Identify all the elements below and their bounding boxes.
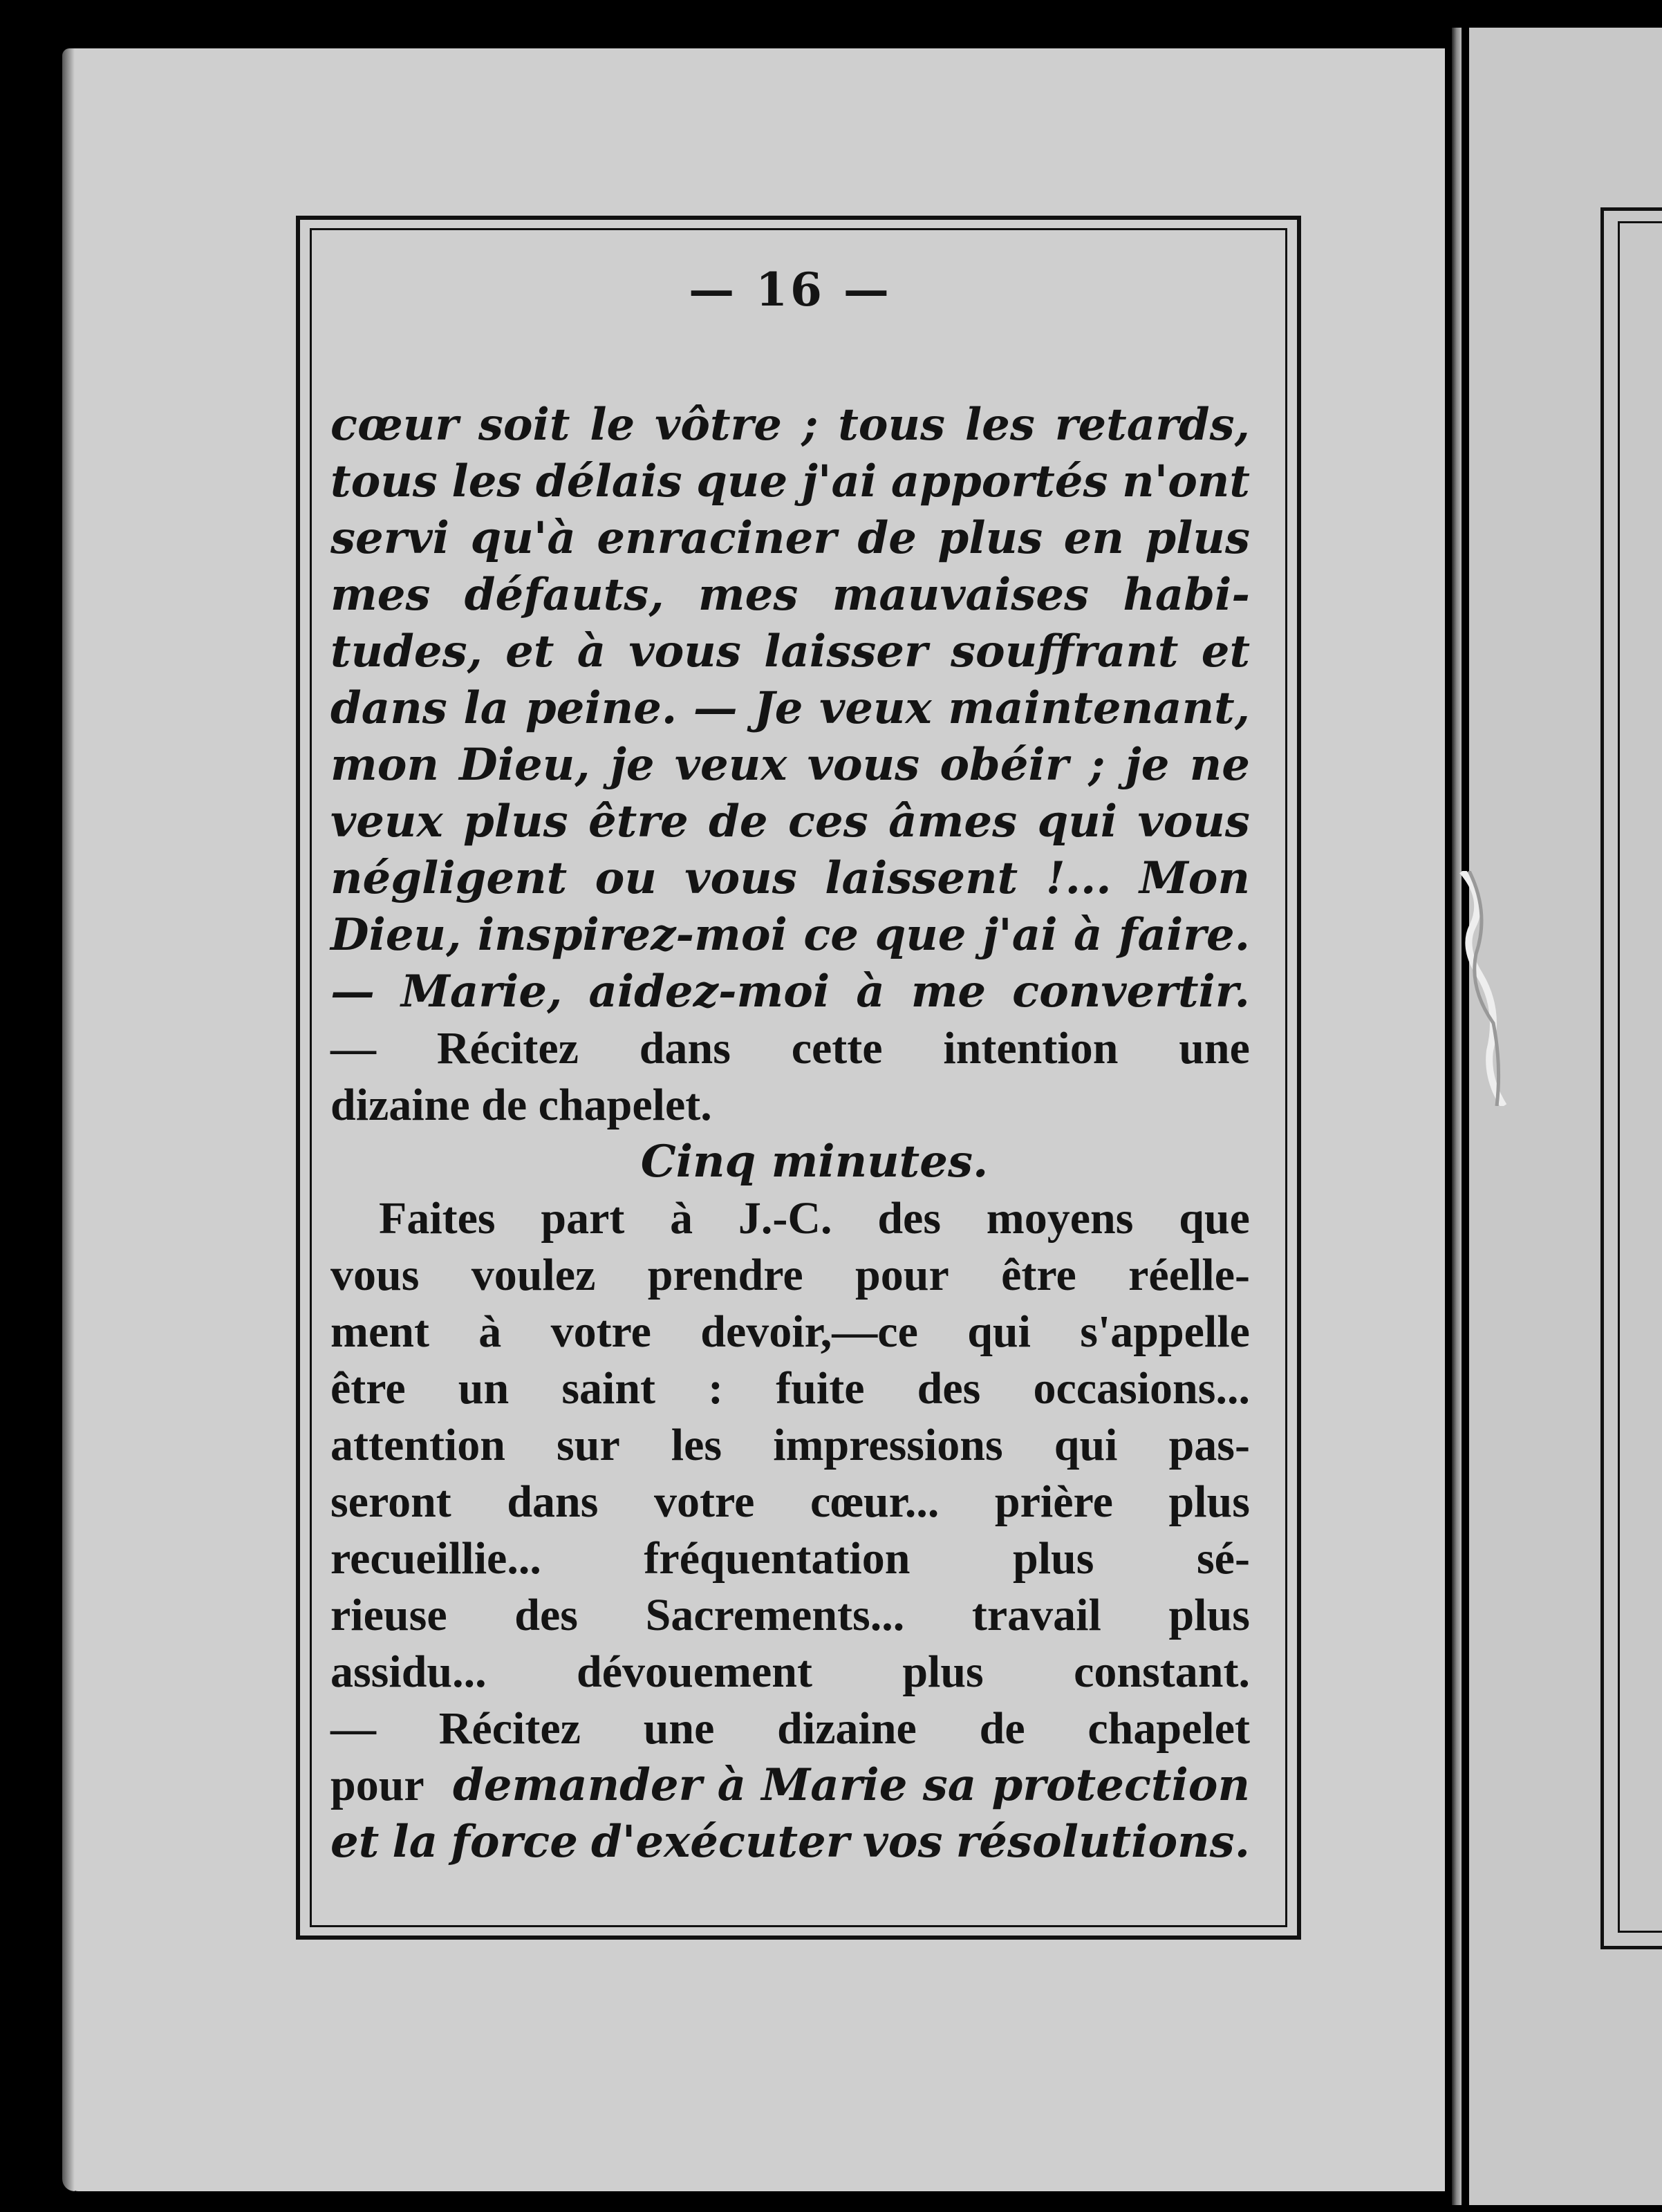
- text-line: ment à votre devoir,—ce qui s'appelle: [330, 1306, 1250, 1357]
- text-line: être un saint : fuite des occasions...: [330, 1363, 1250, 1414]
- paragraph-italic: [330, 397, 1250, 1134]
- text-line: — Récitez une dizaine de chapelet: [330, 1703, 1250, 1754]
- book-spine: [1452, 28, 1462, 2205]
- text-line: rieuse des Sacrements... travail plus: [330, 1590, 1250, 1640]
- text-line: mes défauts, mes mauvaises habi-: [330, 569, 1250, 621]
- binding-thread-icon: [1459, 871, 1507, 1106]
- text-line: — Récitez dans cette intention une: [330, 1023, 1250, 1074]
- text-line: tudes, et à vous laisser souffrant et: [330, 626, 1250, 677]
- text-line: négligent ou vous laissent !... Mon: [330, 852, 1250, 904]
- text-line: Faites part à J.-C. des moyens que: [379, 1193, 1250, 1244]
- text-line: dizaine de chapelet.: [330, 1080, 712, 1130]
- text-line: tous les délais que j'ai apportés n'ont: [330, 456, 1250, 507]
- page-number: — 16 —: [689, 263, 892, 317]
- text-line: — Marie, aidez-moi à me convertir.: [330, 966, 1250, 1018]
- paragraph-roman: [330, 1190, 1250, 1871]
- text-line-mixed: [330, 1757, 1250, 1814]
- facing-page-frame-inner: [1618, 221, 1662, 1933]
- text-line: et la force d'exécuter vos résolutions.: [330, 1816, 1250, 1868]
- text-line: seront dans votre cœur... prière plus: [330, 1477, 1250, 1527]
- text-line: attention sur les impressions qui pas-: [330, 1420, 1250, 1470]
- text-line: assidu... dévouement plus constant.: [330, 1647, 1250, 1697]
- text-roman-fragment: pour: [330, 1760, 424, 1810]
- text-line: veux plus être de ces âmes qui vous: [330, 796, 1250, 847]
- page-edge-shadow: [62, 48, 75, 2191]
- section-heading: Cinq minutes.: [640, 1136, 989, 1188]
- text-line: servi qu'à enraciner de plus en plus: [330, 512, 1250, 564]
- text-line: dans la peine. — Je veux maintenant,: [330, 682, 1250, 734]
- text-line: Dieu, inspirez-moi ce que j'ai à faire.: [330, 909, 1250, 961]
- page-text: [330, 263, 1250, 1871]
- text-italic-fragment: demander à Marie sa protection: [452, 1759, 1250, 1811]
- text-line: vous voulez prendre pour être réelle-: [330, 1250, 1250, 1300]
- text-line: recueillie... fréquentation plus sé-: [330, 1533, 1250, 1584]
- text-line: mon Dieu, je veux vous obéir ; je ne: [330, 739, 1250, 791]
- text-line: cœur soit le vôtre ; tous les retards,: [330, 399, 1250, 451]
